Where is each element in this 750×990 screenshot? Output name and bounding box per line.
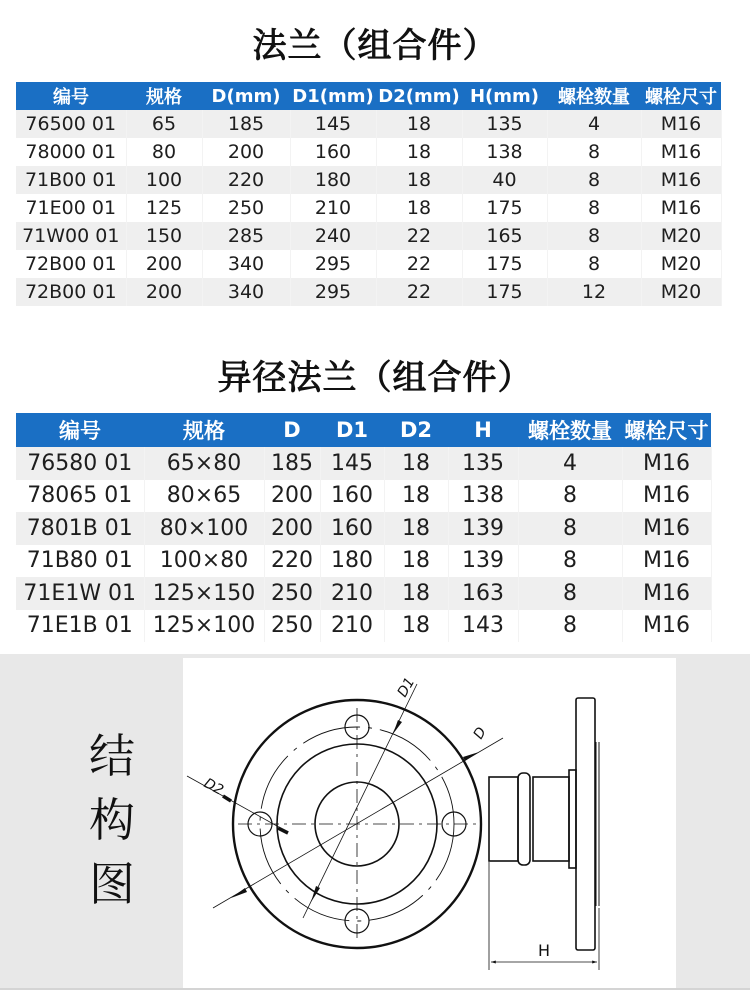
cell-bolt-count: 8: [518, 512, 622, 545]
cell-d: 250: [202, 194, 290, 222]
cell-bolt-size: M16: [622, 545, 711, 578]
col-header-d: D: [264, 413, 320, 447]
flange-drawing-icon: [183, 658, 676, 988]
cell-size: 65: [126, 110, 202, 138]
col-header-h: H(mm): [462, 82, 547, 110]
cell-d: 200: [264, 480, 320, 513]
col-header-code: 编号: [16, 82, 126, 110]
cell-d: 250: [264, 610, 320, 643]
col-header-d1: D1: [320, 413, 384, 447]
flange-table-title: 法兰（组合件）: [252, 26, 498, 66]
cell-bolt-count: 8: [518, 480, 622, 513]
table-header-row: [16, 413, 711, 447]
col-header-bolt-count: 螺栓数量: [547, 82, 641, 110]
cell-bolt-size: M16: [641, 110, 721, 138]
cell-d2: 18: [384, 577, 448, 610]
cell-h: 175: [462, 278, 547, 306]
table-row: [16, 610, 711, 643]
cell-d1: 160: [290, 138, 376, 166]
cell-size: 150: [126, 222, 202, 250]
flange-spec-table: [16, 82, 722, 306]
cell-size: 65×80: [144, 447, 264, 480]
table-row: [16, 194, 721, 222]
col-header-d2: D2(mm): [376, 82, 462, 110]
cell-d2: 18: [376, 166, 462, 194]
cell-code: 7801B 01: [16, 512, 144, 545]
structure-diagram-label: [82, 724, 142, 916]
cell-d: 200: [264, 512, 320, 545]
cell-d: 185: [264, 447, 320, 480]
cell-bolt-size: M16: [622, 480, 711, 513]
d1-label: D1: [394, 674, 419, 700]
cell-bolt-count: 8: [518, 610, 622, 643]
cell-d2: 18: [384, 447, 448, 480]
cell-code: 71E1B 01: [16, 610, 144, 643]
cell-d1: 180: [320, 545, 384, 578]
table-row: [16, 577, 711, 610]
cell-bolt-count: 8: [547, 222, 641, 250]
cell-bolt-count: 8: [518, 545, 622, 578]
cell-bolt-count: 8: [547, 194, 641, 222]
cell-d1: 180: [290, 166, 376, 194]
cell-size: 125×150: [144, 577, 264, 610]
cell-d2: 18: [376, 110, 462, 138]
cell-d2: 18: [384, 480, 448, 513]
technical-drawing: [183, 658, 676, 988]
cell-code: 71E1W 01: [16, 577, 144, 610]
cell-size: 100×80: [144, 545, 264, 578]
cell-bolt-size: M16: [622, 577, 711, 610]
cell-d2: 18: [384, 545, 448, 578]
label-char: 图: [89, 857, 135, 911]
cell-bolt-size: M20: [641, 222, 721, 250]
table-row: [16, 138, 721, 166]
table-row: [16, 278, 721, 306]
cell-code: 72B00 01: [16, 278, 126, 306]
cell-code: 71B00 01: [16, 166, 126, 194]
cell-d2: 18: [384, 610, 448, 643]
col-header-code: 编号: [16, 413, 144, 447]
cell-d1: 295: [290, 278, 376, 306]
cell-bolt-count: 8: [547, 138, 641, 166]
table-row: [16, 110, 721, 138]
table-row: [16, 447, 711, 480]
table-row: [16, 250, 721, 278]
cell-d: 250: [264, 577, 320, 610]
cell-h: 139: [448, 545, 518, 578]
cell-h: 135: [462, 110, 547, 138]
cell-bolt-count: 4: [518, 447, 622, 480]
cell-h: 175: [462, 250, 547, 278]
cell-size: 125×100: [144, 610, 264, 643]
table-header-row: [16, 82, 721, 110]
cell-d: 340: [202, 250, 290, 278]
cell-size: 100: [126, 166, 202, 194]
cell-code: 78065 01: [16, 480, 144, 513]
cell-code: 71W00 01: [16, 222, 126, 250]
cell-bolt-count: 8: [518, 577, 622, 610]
cell-h: 40: [462, 166, 547, 194]
label-char: 构: [89, 793, 135, 847]
cell-bolt-count: 12: [547, 278, 641, 306]
cell-bolt-size: M16: [641, 166, 721, 194]
cell-code: 71B80 01: [16, 545, 144, 578]
cell-d1: 210: [320, 610, 384, 643]
col-header-bolt-size: 螺栓尺寸: [641, 82, 721, 110]
table-row: [16, 512, 711, 545]
cell-d1: 145: [290, 110, 376, 138]
h-label: H: [538, 941, 551, 960]
cell-d2: 22: [376, 278, 462, 306]
cell-size: 80×100: [144, 512, 264, 545]
cell-h: 138: [462, 138, 547, 166]
col-header-size: 规格: [126, 82, 202, 110]
cell-code: 72B00 01: [16, 250, 126, 278]
cell-d1: 145: [320, 447, 384, 480]
d-label: D: [470, 724, 490, 742]
cell-d: 185: [202, 110, 290, 138]
cell-code: 71E00 01: [16, 194, 126, 222]
cell-bolt-size: M16: [641, 194, 721, 222]
cell-d2: 18: [376, 194, 462, 222]
cell-d2: 18: [384, 512, 448, 545]
cell-d: 220: [202, 166, 290, 194]
cell-bolt-count: 4: [547, 110, 641, 138]
col-header-d1: D1(mm): [290, 82, 376, 110]
cell-bolt-size: M16: [622, 610, 711, 643]
cell-h: 163: [448, 577, 518, 610]
col-header-h: H: [448, 413, 518, 447]
cell-size: 125: [126, 194, 202, 222]
cell-d1: 240: [290, 222, 376, 250]
cell-bolt-count: 8: [547, 250, 641, 278]
col-header-bolt-count: 螺栓数量: [518, 413, 622, 447]
cell-code: 78000 01: [16, 138, 126, 166]
cell-d: 340: [202, 278, 290, 306]
cell-h: 135: [448, 447, 518, 480]
cell-h: 138: [448, 480, 518, 513]
cell-h: 165: [462, 222, 547, 250]
cell-bolt-count: 8: [547, 166, 641, 194]
cell-d2: 22: [376, 222, 462, 250]
cell-d: 220: [264, 545, 320, 578]
table-row: [16, 222, 721, 250]
cell-size: 200: [126, 278, 202, 306]
cell-d: 200: [202, 138, 290, 166]
cell-d1: 210: [320, 577, 384, 610]
cell-code: 76580 01: [16, 447, 144, 480]
cell-bolt-size: M16: [622, 447, 711, 480]
cell-d: 285: [202, 222, 290, 250]
cell-h: 139: [448, 512, 518, 545]
table-row: [16, 480, 711, 513]
cell-h: 175: [462, 194, 547, 222]
cell-bolt-size: M16: [641, 138, 721, 166]
cell-h: 143: [448, 610, 518, 643]
cell-bolt-size: M20: [641, 250, 721, 278]
cell-bolt-size: M16: [622, 512, 711, 545]
cell-size: 200: [126, 250, 202, 278]
col-header-d2: D2: [384, 413, 448, 447]
cell-d1: 295: [290, 250, 376, 278]
reducing-flange-spec-table: [16, 413, 712, 642]
cell-d1: 160: [320, 480, 384, 513]
cell-code: 76500 01: [16, 110, 126, 138]
cell-d2: 22: [376, 250, 462, 278]
cell-bolt-size: M20: [641, 278, 721, 306]
d2-label: D2: [201, 775, 227, 799]
table-row: [16, 545, 711, 578]
cell-d2: 18: [376, 138, 462, 166]
cell-size: 80×65: [144, 480, 264, 513]
cell-d1: 210: [290, 194, 376, 222]
cell-d1: 160: [320, 512, 384, 545]
label-char: 结: [89, 729, 135, 783]
col-header-d: D(mm): [202, 82, 290, 110]
col-header-bolt-size: 螺栓尺寸: [622, 413, 711, 447]
table-row: [16, 166, 721, 194]
structure-diagram-panel: [0, 654, 750, 988]
cell-size: 80: [126, 138, 202, 166]
col-header-size: 规格: [144, 413, 264, 447]
reducing-flange-table-title: 异径法兰（组合件）: [217, 358, 533, 398]
